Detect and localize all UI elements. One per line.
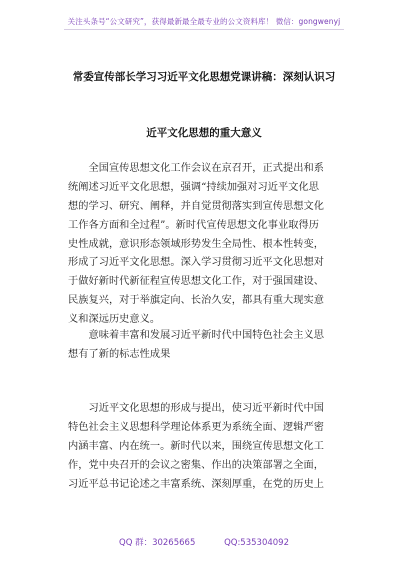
paragraph-1 [68, 160, 342, 330]
paragraph-line: 形成了习近平文化思想。深入学习贯彻习近平文化思想对 [68, 257, 324, 269]
footer-qq-number: QQ:535304092 [224, 538, 289, 548]
paragraph-line: 想的学习、研究、阐释，并自觉贯彻落实到宣传思想文化 [68, 200, 324, 212]
paragraph-line: 全国宣传思想文化工作会议在京召开，正式提出和系 [68, 163, 324, 174]
paragraph-line: 统阐述习近平文化思想，强调“持续加强对习近平文化思 [68, 181, 319, 193]
paragraph-line: 习近平文化思想的形成与提出，使习近平新时代中国 [68, 403, 324, 414]
paragraph-line: 习近平总书记论述之丰富系统、深刻厚重，在党的历史上 [68, 478, 324, 490]
paragraph-line: 意味着丰富和发展习近平新时代中国特色社会主义思 [68, 330, 324, 341]
paragraph-2 [68, 327, 342, 365]
paragraph-line: 民族复兴，对于举旗定向、长治久安，都具有重大现实意 [68, 295, 324, 307]
document-title-line-2: 近平文化思想的重大意义 [146, 127, 262, 139]
paragraph-line: 想有了新的标志性成果 [68, 348, 171, 360]
paragraph-3 [68, 400, 342, 494]
header-divider [64, 29, 344, 30]
paragraph-line: 于做好新时代新征程宣传思想文化工作，对于强国建设、 [68, 276, 324, 288]
paragraph-line: 工作各方面和全过程”。新时代宣传思想文化事业取得历 [68, 219, 319, 231]
footer-contact [0, 536, 408, 548]
paragraph-line: 特色社会主义思想科学理论体系更为系统全面、逻辑严密 [68, 421, 324, 433]
paragraph-line: 史性成就，意识形态领域形势发生全局性、根本性转变， [68, 238, 324, 250]
document-title-line-1: 常委宣传部长学习习近平文化思想党课讲稿：深刻认识习 [72, 71, 336, 83]
paragraph-line: 义和深远历史意义。 [68, 314, 161, 326]
paragraph-line: 作，党中央召开的会议之密集、作出的决策部署之全面， [68, 459, 324, 471]
header-banner: 关注头条号“公文研究”，获得最新最全最专业的公文资料库！ 微信：gongwenyj [67, 17, 341, 26]
footer-qq-group: QQ 群：30265665 [119, 538, 196, 548]
paragraph-line: 内涵丰富、内在统一。新时代以来，围绕宣传思想文化工 [68, 440, 324, 452]
